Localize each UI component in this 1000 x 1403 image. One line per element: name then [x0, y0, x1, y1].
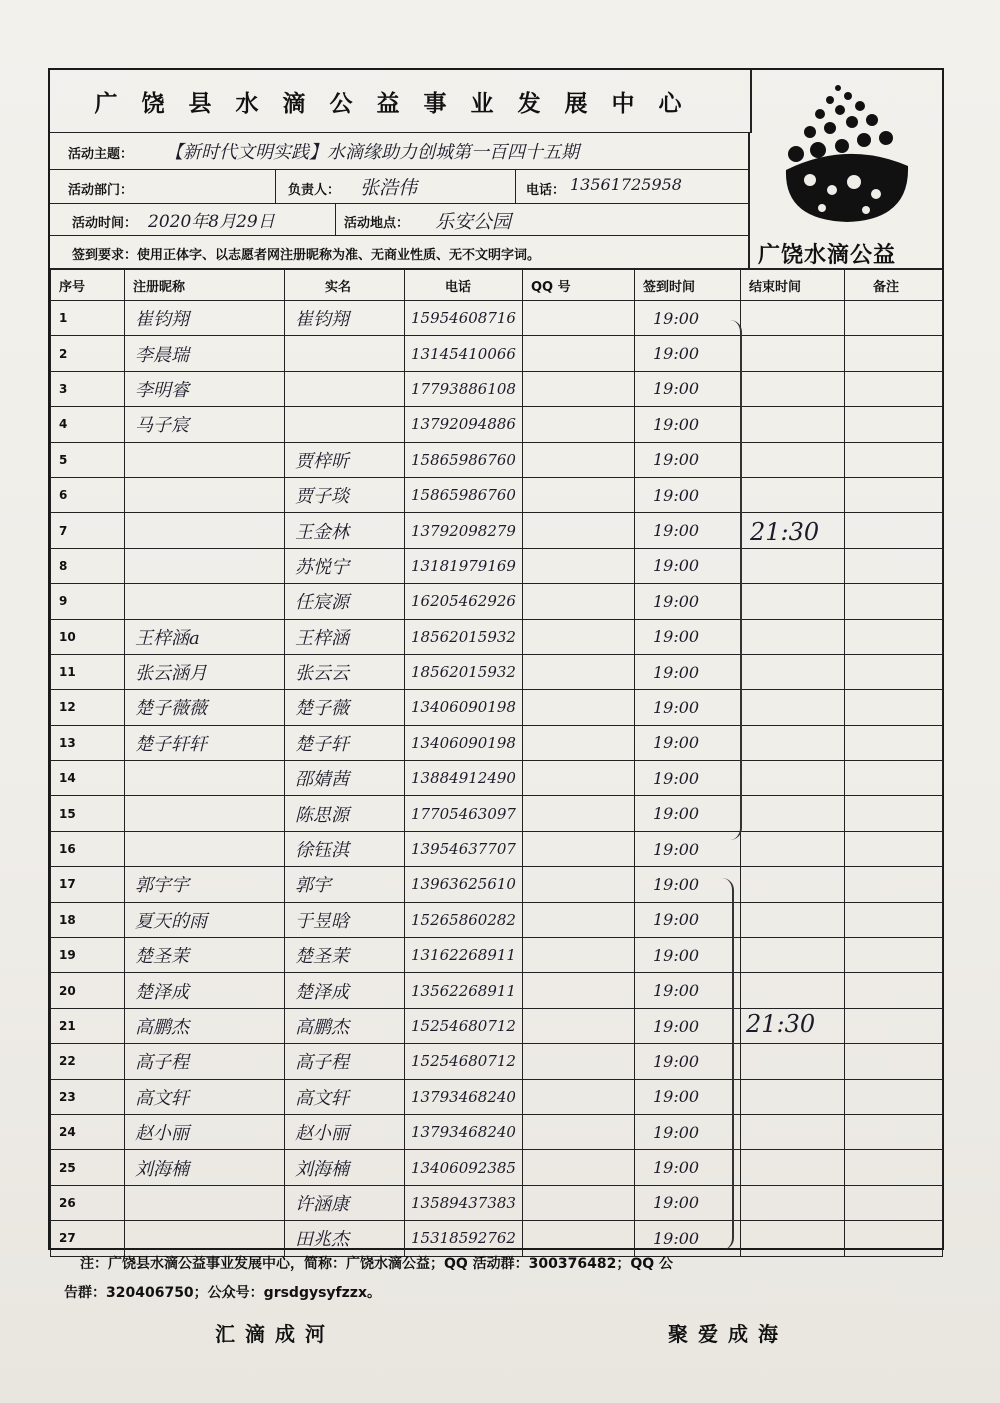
- cell-nick: [125, 761, 285, 796]
- cell-seq: 2: [51, 336, 125, 371]
- cell-nick: 楚子薇薇: [125, 690, 285, 725]
- end-time-group-1: 21:30: [750, 518, 820, 546]
- col-nick-header: 注册昵称: [125, 269, 285, 301]
- cell-phone: 17793886108: [405, 371, 523, 406]
- cell-time: 19:00: [635, 1008, 741, 1043]
- cell-seq: 18: [51, 902, 125, 937]
- cell-nick: 楚泽成: [125, 973, 285, 1008]
- cell-qq: [523, 1150, 635, 1185]
- theme-label: 活动主题：: [68, 147, 134, 162]
- cell-nick: [125, 442, 285, 477]
- cell-qq: [523, 513, 635, 548]
- cell-phone: 13793468240: [405, 1114, 523, 1149]
- cell-name: 崔钧翔: [285, 301, 405, 336]
- time-row: [50, 204, 750, 236]
- cell-name: 陈思源: [285, 796, 405, 831]
- cell-seq: 13: [51, 725, 125, 760]
- cell-qq: [523, 938, 635, 973]
- cell-seq: 20: [51, 973, 125, 1008]
- cell-note: [845, 1150, 943, 1185]
- cell-phone: 13181979169: [405, 548, 523, 583]
- col-qq-header: QQ 号: [523, 269, 635, 301]
- cell-time: 19:00: [635, 1185, 741, 1220]
- cell-note: [845, 690, 943, 725]
- table-row: [51, 902, 943, 937]
- phone-label: 电话：: [526, 183, 566, 198]
- cell-nick: 张云涵月: [125, 654, 285, 689]
- cell-note: [845, 938, 943, 973]
- cell-note: [845, 548, 943, 583]
- cell-seq: 22: [51, 1044, 125, 1079]
- cell-note: [845, 336, 943, 371]
- cell-phone: 15865986760: [405, 477, 523, 512]
- cell-seq: 9: [51, 584, 125, 619]
- cell-qq: [523, 584, 635, 619]
- cell-end: [741, 1150, 845, 1185]
- cell-seq: 27: [51, 1221, 125, 1256]
- table-row: [51, 477, 943, 512]
- cell-nick: 刘海楠: [125, 1150, 285, 1185]
- cell-name: 苏悦宁: [285, 548, 405, 583]
- cell-time: 19:00: [635, 442, 741, 477]
- cell-seq: 25: [51, 1150, 125, 1185]
- cell-name: 田兆杰: [285, 1221, 405, 1256]
- cell-note: [845, 584, 943, 619]
- end-time-brace-1: [730, 320, 742, 840]
- cell-note: [845, 1008, 943, 1043]
- cell-name: [285, 407, 405, 442]
- cell-phone: 17705463097: [405, 796, 523, 831]
- cell-phone: 15254680712: [405, 1008, 523, 1043]
- dept-label: 活动部门：: [68, 183, 134, 198]
- cell-note: [845, 1185, 943, 1220]
- cell-nick: 马子宸: [125, 407, 285, 442]
- cell-end: [741, 548, 845, 583]
- cell-seq: 23: [51, 1079, 125, 1114]
- cell-name: [285, 371, 405, 406]
- rules-row: [50, 236, 750, 268]
- cell-phone: 13884912490: [405, 761, 523, 796]
- table-row: [51, 725, 943, 760]
- cell-name: 楚圣茉: [285, 938, 405, 973]
- cell-phone: 13406092385: [405, 1150, 523, 1185]
- end-time-group-2: 21:30: [746, 1010, 816, 1038]
- cell-nick: 李晨瑞: [125, 336, 285, 371]
- cell-end: [741, 371, 845, 406]
- cell-qq: [523, 1044, 635, 1079]
- cell-qq: [523, 654, 635, 689]
- cell-end: [741, 619, 845, 654]
- cell-note: [845, 831, 943, 866]
- cell-end: [741, 1044, 845, 1079]
- cell-qq: [523, 690, 635, 725]
- cell-time: 19:00: [635, 902, 741, 937]
- cell-time: 19:00: [635, 1150, 741, 1185]
- cell-phone: 16205462926: [405, 584, 523, 619]
- place-value: 乐安公园: [435, 211, 512, 233]
- cell-note: [845, 725, 943, 760]
- cell-note: [845, 654, 943, 689]
- cell-phone: 15865986760: [405, 442, 523, 477]
- cell-time: 19:00: [635, 513, 741, 548]
- table-row: [51, 407, 943, 442]
- table-row: [51, 1079, 943, 1114]
- cell-end: [741, 973, 845, 1008]
- cell-name: 楚子薇: [285, 690, 405, 725]
- cell-end: [741, 902, 845, 937]
- col-seq-header: 序号: [51, 269, 125, 301]
- cell-qq: [523, 867, 635, 902]
- cell-time: 19:00: [635, 690, 741, 725]
- cell-phone: 13162268911: [405, 938, 523, 973]
- cell-time: 19:00: [635, 654, 741, 689]
- cell-nick: 高鹏杰: [125, 1008, 285, 1043]
- place-label: 活动地点：: [344, 216, 410, 231]
- sign-in-table: [50, 268, 943, 1257]
- cell-note: [845, 1044, 943, 1079]
- table-row: [51, 938, 943, 973]
- cell-nick: [125, 513, 285, 548]
- logo-text: 广饶水滴公益: [758, 243, 897, 268]
- table-row: [51, 1185, 943, 1220]
- cell-qq: [523, 1114, 635, 1149]
- cell-note: [845, 477, 943, 512]
- cell-time: 19:00: [635, 407, 741, 442]
- cell-seq: 5: [51, 442, 125, 477]
- cell-nick: 李明睿: [125, 371, 285, 406]
- cell-time: 19:00: [635, 831, 741, 866]
- table-row: [51, 1114, 943, 1149]
- cell-name: 郭宇: [285, 867, 405, 902]
- dept-row: [50, 170, 750, 204]
- cell-phone: 13792098279: [405, 513, 523, 548]
- table-row: [51, 336, 943, 371]
- cell-time: 19:00: [635, 548, 741, 583]
- cell-nick: 崔钧翔: [125, 301, 285, 336]
- cell-nick: [125, 548, 285, 583]
- col-phone-header: 电话: [405, 269, 523, 301]
- cell-nick: [125, 796, 285, 831]
- cell-nick: [125, 477, 285, 512]
- phone-value: 13561725958: [570, 175, 682, 194]
- theme-value: 【新时代文明实践】水滴缘助力创城第一百四十五期: [165, 142, 579, 163]
- table-row: [51, 1150, 943, 1185]
- cell-end: [741, 867, 845, 902]
- cell-qq: [523, 407, 635, 442]
- cell-qq: [523, 548, 635, 583]
- cell-seq: 7: [51, 513, 125, 548]
- cell-nick: 楚子轩轩: [125, 725, 285, 760]
- col-note-header: 备注: [845, 269, 943, 301]
- cell-note: [845, 371, 943, 406]
- cell-time: 19:00: [635, 796, 741, 831]
- cell-qq: [523, 442, 635, 477]
- water-drop-logo-icon: [750, 70, 944, 240]
- cell-end: [741, 1185, 845, 1220]
- cell-qq: [523, 1079, 635, 1114]
- cell-seq: 1: [51, 301, 125, 336]
- cell-phone: 13792094886: [405, 407, 523, 442]
- table-header-row: [51, 269, 943, 301]
- leader-label: 负责人：: [288, 183, 341, 198]
- cell-note: [845, 513, 943, 548]
- cell-name: [285, 336, 405, 371]
- cell-end: [741, 301, 845, 336]
- cell-time: 19:00: [635, 301, 741, 336]
- cell-phone: 18562015932: [405, 654, 523, 689]
- cell-name: 王金林: [285, 513, 405, 548]
- table-row: [51, 1044, 943, 1079]
- footer-note: [64, 1250, 950, 1308]
- cell-seq: 6: [51, 477, 125, 512]
- cell-name: 任宸源: [285, 584, 405, 619]
- org-title: 广饶县水滴公益事业发展中心: [50, 70, 752, 133]
- cell-name: 徐钰淇: [285, 831, 405, 866]
- theme-row: [50, 132, 750, 170]
- cell-time: 19:00: [635, 938, 741, 973]
- cell-time: 19:00: [635, 1114, 741, 1149]
- cell-phone: 18562015932: [405, 619, 523, 654]
- cell-note: [845, 301, 943, 336]
- table-row: [51, 654, 943, 689]
- cell-seq: 19: [51, 938, 125, 973]
- cell-seq: 8: [51, 548, 125, 583]
- cell-name: 许涵康: [285, 1185, 405, 1220]
- cell-nick: 王梓涵a: [125, 619, 285, 654]
- cell-qq: [523, 796, 635, 831]
- cell-time: 19:00: [635, 477, 741, 512]
- cell-end: [741, 761, 845, 796]
- cell-phone: 15954608716: [405, 301, 523, 336]
- cell-qq: [523, 902, 635, 937]
- cell-time: 19:00: [635, 619, 741, 654]
- cell-nick: [125, 1185, 285, 1220]
- cell-qq: [523, 1008, 635, 1043]
- cell-note: [845, 1079, 943, 1114]
- cell-name: 张云云: [285, 654, 405, 689]
- cell-end: [741, 725, 845, 760]
- cell-phone: 13954637707: [405, 831, 523, 866]
- cell-seq: 4: [51, 407, 125, 442]
- cell-name: 刘海楠: [285, 1150, 405, 1185]
- cell-time: 19:00: [635, 1079, 741, 1114]
- cell-qq: [523, 619, 635, 654]
- cell-qq: [523, 477, 635, 512]
- cell-nick: 高子程: [125, 1044, 285, 1079]
- cell-phone: 15254680712: [405, 1044, 523, 1079]
- cell-note: [845, 442, 943, 477]
- table-row: [51, 301, 943, 336]
- cell-nick: 楚圣茉: [125, 938, 285, 973]
- cell-seq: 24: [51, 1114, 125, 1149]
- cell-name: 楚子轩: [285, 725, 405, 760]
- cell-end: [741, 1114, 845, 1149]
- table-row: [51, 548, 943, 583]
- cell-note: [845, 867, 943, 902]
- cell-seq: 17: [51, 867, 125, 902]
- cell-seq: 21: [51, 1008, 125, 1043]
- cell-end: [741, 796, 845, 831]
- table-row: [51, 761, 943, 796]
- slogan-left: 汇滴成河: [215, 1322, 335, 1346]
- cell-seq: 3: [51, 371, 125, 406]
- table-row: [51, 973, 943, 1008]
- col-name-header: 实名: [285, 269, 405, 301]
- cell-nick: [125, 831, 285, 866]
- cell-name: 贾子琰: [285, 477, 405, 512]
- table-row: [51, 796, 943, 831]
- table-row: [51, 442, 943, 477]
- cell-phone: 13406090198: [405, 725, 523, 760]
- cell-note: [845, 973, 943, 1008]
- sign-in-sheet: [48, 68, 944, 1250]
- cell-qq: [523, 1185, 635, 1220]
- cell-name: 楚泽成: [285, 973, 405, 1008]
- cell-qq: [523, 973, 635, 1008]
- cell-qq: [523, 301, 635, 336]
- col-end-header: 结束时间: [741, 269, 845, 301]
- cell-qq: [523, 725, 635, 760]
- cell-time: 19:00: [635, 336, 741, 371]
- cell-end: [741, 336, 845, 371]
- cell-seq: 15: [51, 796, 125, 831]
- cell-phone: 13562268911: [405, 973, 523, 1008]
- cell-time: 19:00: [635, 973, 741, 1008]
- cell-time: 19:00: [635, 1044, 741, 1079]
- table-row: [51, 619, 943, 654]
- cell-note: [845, 619, 943, 654]
- cell-seq: 26: [51, 1185, 125, 1220]
- cell-note: [845, 1114, 943, 1149]
- cell-time: 19:00: [635, 867, 741, 902]
- table-row: [51, 690, 943, 725]
- cell-end: [741, 938, 845, 973]
- cell-nick: [125, 584, 285, 619]
- cell-time: 19:00: [635, 761, 741, 796]
- cell-end: [741, 1079, 845, 1114]
- cell-note: [845, 796, 943, 831]
- table-row: [51, 584, 943, 619]
- table-row: [51, 371, 943, 406]
- cell-phone: 15318592762: [405, 1221, 523, 1256]
- cell-qq: [523, 831, 635, 866]
- cell-note: [845, 902, 943, 937]
- footer-note-line2: 告群：320406750；公众号：grsdgysyfzzx。: [64, 1285, 381, 1301]
- footer-note-line1: 注：广饶县水滴公益事业发展中心，简称：广饶水滴公益；QQ 活动群：300376482；QQ 公: [80, 1256, 674, 1272]
- cell-nick: 郭宇宇: [125, 867, 285, 902]
- cell-time: 19:00: [635, 584, 741, 619]
- cell-nick: 赵小丽: [125, 1114, 285, 1149]
- rules-text: 签到要求：使用正体字、以志愿者网注册昵称为准、无商业性质、无不文明字词。: [72, 248, 541, 263]
- cell-name: 邵婧茜: [285, 761, 405, 796]
- cell-qq: [523, 761, 635, 796]
- table-row: [51, 867, 943, 902]
- cell-phone: 13406090198: [405, 690, 523, 725]
- cell-phone: 13793468240: [405, 1079, 523, 1114]
- cell-end: [741, 690, 845, 725]
- col-signin-header: 签到时间: [635, 269, 741, 301]
- time-label: 活动时间：: [72, 216, 138, 231]
- cell-name: 高文轩: [285, 1079, 405, 1114]
- table-row: [51, 831, 943, 866]
- cell-nick: 夏天的雨: [125, 902, 285, 937]
- end-time-brace-2: [722, 878, 734, 1250]
- cell-time: 19:00: [635, 725, 741, 760]
- cell-note: [845, 407, 943, 442]
- cell-time: 19:00: [635, 371, 741, 406]
- cell-end: [741, 442, 845, 477]
- cell-phone: 13963625610: [405, 867, 523, 902]
- cell-end: [741, 477, 845, 512]
- cell-note: [845, 761, 943, 796]
- cell-end: [741, 654, 845, 689]
- cell-qq: [523, 371, 635, 406]
- cell-name: 高鹏杰: [285, 1008, 405, 1043]
- cell-end: [741, 584, 845, 619]
- cell-seq: 16: [51, 831, 125, 866]
- cell-end: [741, 407, 845, 442]
- cell-phone: 13145410066: [405, 336, 523, 371]
- cell-time: 19:00: [635, 1221, 741, 1256]
- cell-end: [741, 831, 845, 866]
- leader-value: 张浩伟: [360, 177, 418, 199]
- cell-name: 高子程: [285, 1044, 405, 1079]
- cell-qq: [523, 336, 635, 371]
- time-value: 2020年8月29日: [148, 212, 275, 232]
- cell-nick: 高文轩: [125, 1079, 285, 1114]
- cell-name: 于昱晗: [285, 902, 405, 937]
- cell-seq: 14: [51, 761, 125, 796]
- cell-name: 赵小丽: [285, 1114, 405, 1149]
- slogan-right: 聚爱成海: [668, 1322, 788, 1346]
- cell-name: 王梓涵: [285, 619, 405, 654]
- cell-seq: 12: [51, 690, 125, 725]
- cell-seq: 10: [51, 619, 125, 654]
- cell-name: 贾梓昕: [285, 442, 405, 477]
- cell-phone: 15265860282: [405, 902, 523, 937]
- cell-seq: 11: [51, 654, 125, 689]
- cell-phone: 13589437383: [405, 1185, 523, 1220]
